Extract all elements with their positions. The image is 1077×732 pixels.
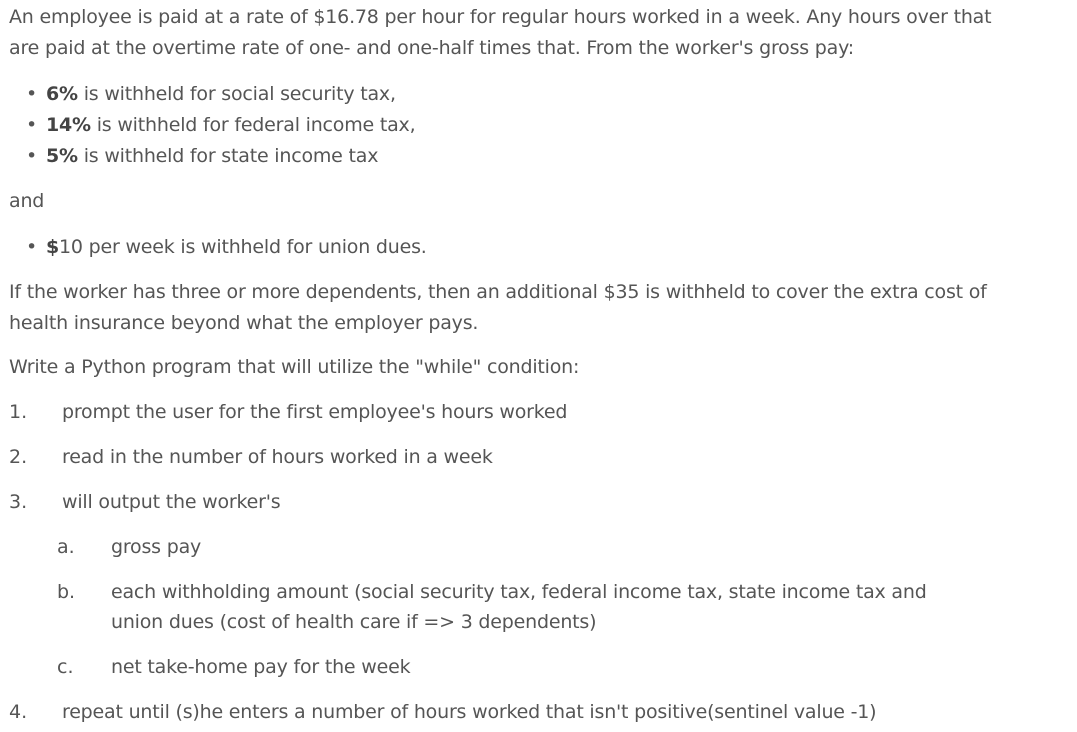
substep-text-continued: union dues (cost of health care if => 3 dependents) — [111, 611, 597, 633]
substep-letter: a. — [57, 536, 75, 558]
substep-text: each withholding amount (social security tax, federal income tax, state income tax and — [111, 581, 927, 603]
bullet-icon: • — [26, 145, 38, 167]
withholding-percent: 6% — [46, 83, 78, 105]
intro-line-2: are paid at the overtime rate of one- and one-half times that. From the worker's gross pay: — [9, 37, 854, 59]
withholding-item-state — [26, 144, 378, 168]
bullet-icon: • — [26, 236, 38, 258]
intro-line-1: An employee is paid at a rate of $16.78 per hour for regular hours worked in a week. Any hours over that — [9, 6, 992, 28]
substep-text: net take-home pay for the week — [111, 656, 411, 678]
step-text: will output the worker's — [62, 491, 281, 513]
withholding-text: is withheld for social security tax, — [77, 83, 396, 105]
withholding-item-social-security — [26, 82, 396, 106]
substep-letter: c. — [57, 656, 74, 678]
union-dues-prefix: $ — [46, 236, 60, 258]
withholding-text: is withheld for federal income tax, — [90, 114, 416, 136]
step-text: prompt the user for the first employee's hours worked — [62, 401, 568, 423]
substep-letter: b. — [57, 581, 76, 603]
and-text: and — [9, 190, 45, 212]
union-dues-text: 10 per week is withheld for union dues. — [59, 236, 427, 258]
step-text: read in the number of hours worked in a week — [62, 446, 493, 468]
step-number: 3. — [9, 491, 28, 513]
step-number: 2. — [9, 446, 28, 468]
dependents-line-1: If the worker has three or more dependents, then an additional $35 is withheld to cover the extra cost of — [9, 281, 987, 303]
step-text: repeat until (s)he enters a number of hours worked that isn't positive(sentinel value -1) — [62, 701, 877, 723]
step-number: 4. — [9, 701, 28, 723]
bullet-icon: • — [26, 114, 38, 136]
bullet-icon: • — [26, 83, 38, 105]
withholding-percent: 5% — [46, 145, 78, 167]
instruction-text: Write a Python program that will utilize the "while" condition: — [9, 356, 580, 378]
dependents-line-2: health insurance beyond what the employer pays. — [9, 312, 479, 334]
withholding-text: is withheld for state income tax — [77, 145, 379, 167]
withholding-item-federal — [26, 113, 415, 137]
substep-text: gross pay — [111, 536, 202, 558]
union-dues-item — [26, 235, 427, 259]
step-number: 1. — [9, 401, 28, 423]
withholding-percent: 14% — [46, 114, 91, 136]
